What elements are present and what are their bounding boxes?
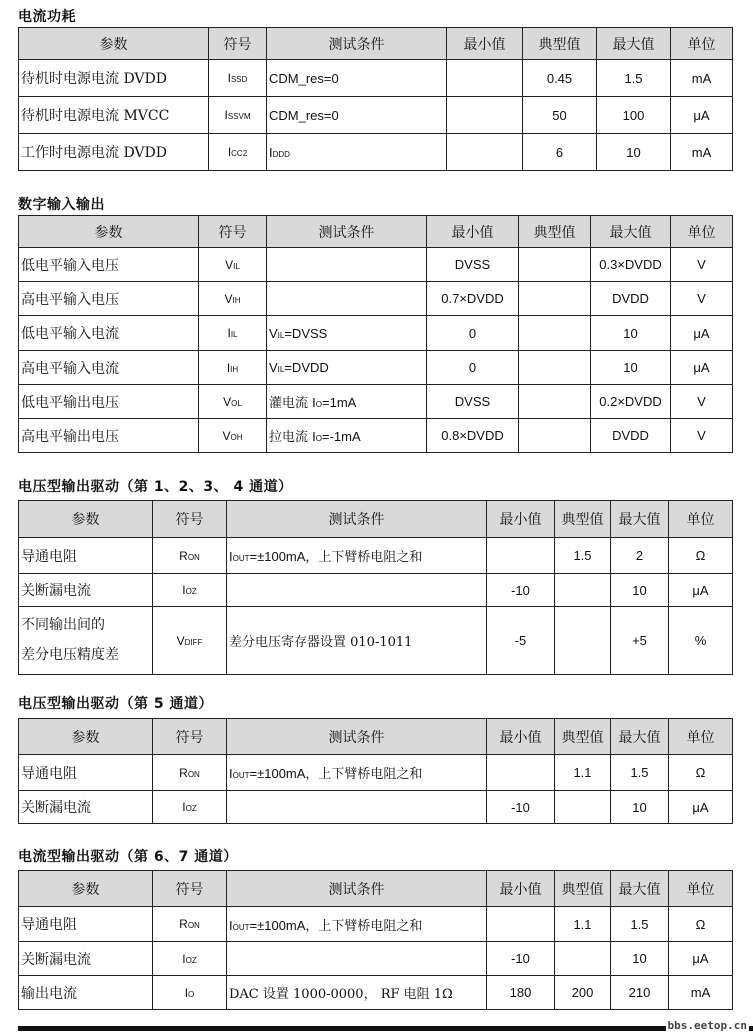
unit-cell: Ω (669, 755, 733, 791)
unit-cell: % (669, 607, 733, 675)
page-bottom-rule (18, 1026, 753, 1031)
cond-symbol: V (269, 325, 278, 341)
symbol-main: V (222, 428, 231, 443)
symbol-main: I (184, 985, 189, 1000)
col-header: 测试条件 (267, 216, 427, 248)
symbol-main: V (223, 394, 232, 409)
param-cell: 关断漏电流 (19, 574, 153, 607)
symbol-sub: OZ (185, 587, 197, 596)
table-row (19, 282, 733, 316)
unit-cell: μA (671, 97, 733, 134)
max-cell: 10 (611, 791, 669, 824)
cond-symbol: I (312, 429, 316, 444)
param-cell: 待机时电源电流 MVCC (19, 97, 209, 134)
min-cell: 0.7×DVDD (427, 282, 519, 316)
condition-cell (227, 791, 487, 824)
max-cell: 1.5 (611, 755, 669, 791)
symbol-sub: OL (231, 398, 242, 408)
symbol-cell (209, 134, 267, 171)
condition-cell (267, 351, 427, 385)
param-cell (19, 607, 153, 675)
table-row (19, 791, 733, 824)
param-cell: 导通电阻 (19, 538, 153, 574)
cond-symbol: I (229, 766, 233, 781)
unit-cell: V (671, 419, 733, 453)
typ-cell (519, 419, 591, 453)
cond-sub: DDD (272, 149, 290, 159)
unit-cell: Ω (669, 538, 733, 574)
col-header: 单位 (671, 216, 733, 248)
table-row (19, 385, 733, 419)
condition-cell (227, 574, 487, 607)
table-digital-io (18, 215, 733, 453)
symbol-cell (153, 942, 227, 976)
col-header: 最大值 (611, 719, 669, 755)
table-power (18, 27, 733, 171)
min-cell: DVSS (427, 248, 519, 282)
symbol-main: I (182, 583, 186, 597)
unit-cell: μA (669, 942, 733, 976)
symbol-main: R (179, 765, 188, 780)
typ-cell (555, 607, 611, 675)
unit-cell: mA (669, 976, 733, 1010)
max-cell: 10 (591, 316, 671, 351)
condition-cell (267, 134, 447, 171)
typ-cell (555, 574, 611, 607)
min-cell: -5 (487, 607, 555, 675)
col-header: 符号 (199, 216, 267, 248)
symbol-main: R (179, 917, 188, 931)
cond-symbol: I (269, 144, 273, 160)
unit-cell: μA (671, 316, 733, 351)
min-cell (447, 60, 523, 97)
cond-sub: OUT (232, 922, 250, 932)
table-row (19, 755, 733, 791)
table-row (19, 942, 733, 976)
max-cell: 10 (611, 942, 669, 976)
symbol-cell (199, 248, 267, 282)
max-cell: 0.3×DVDD (591, 248, 671, 282)
symbol-sub: OZ (185, 804, 197, 813)
symbol-sub: CC2 (231, 149, 248, 158)
table-row (19, 574, 733, 607)
symbol-cell (199, 419, 267, 453)
typ-cell: 6 (523, 134, 597, 171)
symbol-main: R (179, 548, 188, 563)
table-current-drive-6-7 (18, 870, 733, 1010)
symbol-sub: IL (233, 261, 240, 271)
min-cell: -10 (487, 791, 555, 824)
max-cell: 10 (597, 134, 671, 171)
symbol-sub: OH (230, 432, 243, 442)
cond-pre: 拉电流 (269, 430, 313, 445)
typ-cell (519, 282, 591, 316)
typ-cell: 1.1 (555, 755, 611, 791)
min-cell (487, 907, 555, 942)
symbol-main: I (226, 360, 231, 375)
table-row (19, 976, 733, 1010)
typ-cell (555, 942, 611, 976)
col-header: 最小值 (487, 501, 555, 538)
table-voltage-drive-1-4 (18, 500, 733, 675)
param-line-2: 差分电压精度差 (21, 646, 119, 663)
col-header: 典型值 (519, 216, 591, 248)
cond-sub: OUT (232, 771, 250, 780)
typ-cell: 1.5 (555, 538, 611, 574)
symbol-cell (199, 351, 267, 385)
cond-symbol: I (312, 395, 316, 410)
cond-post: =±100mA，上下臂桥电阻之和 (249, 766, 423, 781)
symbol-sub: IH (232, 295, 241, 305)
cond-post: =±100mA，上下臂桥电阻之和 (249, 917, 423, 933)
col-header: 单位 (669, 719, 733, 755)
symbol-main: I (182, 800, 186, 814)
condition-cell (227, 607, 487, 675)
section-title-voltage-drive-1-4: 电压型输出驱动（第 1、2、3、 4 通道） (18, 479, 293, 495)
symbol-sub: SSD (230, 75, 248, 84)
cond-symbol: V (269, 360, 278, 375)
col-header: 参数 (19, 216, 199, 248)
symbol-sub: DIFF (184, 637, 203, 647)
symbol-cell (153, 755, 227, 791)
col-header: 单位 (669, 501, 733, 538)
symbol-sub: ON (187, 921, 200, 930)
unit-cell: μA (669, 574, 733, 607)
symbol-main: I (227, 145, 232, 159)
typ-cell (519, 248, 591, 282)
col-header: 单位 (671, 28, 733, 60)
section-title-current-drive-6-7: 电流型输出驱动（第 6、7 通道） (18, 849, 238, 865)
watermark: bbs.eetop.cn (667, 1019, 747, 1032)
col-header: 典型值 (555, 719, 611, 755)
condition-cell (227, 976, 487, 1010)
param-cell: 低电平输入电压 (19, 248, 199, 282)
col-header: 符号 (153, 719, 227, 755)
symbol-main: V (224, 291, 233, 306)
col-header: 典型值 (523, 28, 597, 60)
col-header: 参数 (19, 501, 153, 538)
col-header: 参数 (19, 871, 153, 907)
param-cell: 低电平输出电压 (19, 385, 199, 419)
min-cell: DVSS (427, 385, 519, 419)
symbol-cell (153, 976, 227, 1010)
condition-cell (267, 282, 427, 316)
col-header: 测试条件 (267, 28, 447, 60)
symbol-sub: IH (230, 364, 239, 374)
table-voltage-drive-5 (18, 718, 733, 824)
col-header: 参数 (19, 719, 153, 755)
table-row (19, 607, 733, 675)
symbol-sub: ON (187, 552, 200, 562)
unit-cell: mA (671, 134, 733, 171)
max-cell: 1.5 (611, 907, 669, 942)
symbol-cell (199, 316, 267, 351)
col-header: 最大值 (591, 216, 671, 248)
min-cell: 0 (427, 316, 519, 351)
param-cell: 高电平输入电流 (19, 351, 199, 385)
symbol-sub: IL (230, 330, 238, 339)
symbol-main: I (224, 108, 228, 122)
max-cell: 10 (611, 574, 669, 607)
condition-cell (227, 942, 487, 976)
condition-cell: CDM_res=0 (267, 60, 447, 97)
table-row (19, 97, 733, 134)
cond-post: =DVDD (284, 360, 329, 375)
typ-cell (519, 316, 591, 351)
symbol-cell (209, 60, 267, 97)
symbol-cell (153, 607, 227, 675)
min-cell: 0.8×DVDD (427, 419, 519, 453)
col-header: 最小值 (487, 719, 555, 755)
col-header: 最大值 (611, 501, 669, 538)
symbol-main: I (227, 326, 231, 340)
symbol-cell (209, 97, 267, 134)
table-row (19, 60, 733, 97)
min-cell: 180 (487, 976, 555, 1010)
unit-cell: V (671, 385, 733, 419)
typ-cell: 50 (523, 97, 597, 134)
symbol-main: V (225, 257, 234, 272)
cond-sub: OUT (232, 554, 250, 563)
cond-symbol: I (229, 917, 233, 933)
param-cell: 导通电阻 (19, 907, 153, 942)
condition-cell (267, 385, 427, 419)
unit-cell: Ω (669, 907, 733, 942)
cond-post: DAC 设置 1000-0000， RF 电阻 1Ω (229, 987, 453, 1002)
param-cell: 关断漏电流 (19, 942, 153, 976)
param-cell: 关断漏电流 (19, 791, 153, 824)
symbol-sub: O (188, 989, 195, 999)
table-row (19, 316, 733, 351)
min-cell (487, 755, 555, 791)
min-cell (447, 134, 523, 171)
typ-cell: 0.45 (523, 60, 597, 97)
unit-cell: V (671, 282, 733, 316)
col-header: 最小值 (427, 216, 519, 248)
col-header: 最大值 (611, 871, 669, 907)
param-cell: 高电平输出电压 (19, 419, 199, 453)
section-title-digital-io: 数字输入输出 (18, 197, 105, 213)
cond-sub: O (315, 434, 322, 443)
col-header: 最小值 (487, 871, 555, 907)
param-cell: 工作时电源电流 DVDD (19, 134, 209, 171)
table-header-row (19, 719, 733, 755)
max-cell: DVDD (591, 282, 671, 316)
section-title-voltage-drive-5: 电压型输出驱动（第 5 通道） (18, 696, 213, 712)
typ-cell (519, 351, 591, 385)
cond-symbol: I (229, 549, 233, 564)
typ-cell (555, 791, 611, 824)
cond-sub: O (315, 400, 322, 409)
max-cell: +5 (611, 607, 669, 675)
col-header: 符号 (153, 501, 227, 538)
section-title-power: 电流功耗 (18, 9, 76, 25)
col-header: 典型值 (555, 501, 611, 538)
symbol-cell (153, 574, 227, 607)
symbol-main: V (176, 633, 185, 648)
unit-cell: V (671, 248, 733, 282)
table-header-row (19, 501, 733, 538)
min-cell (487, 538, 555, 574)
min-cell: -10 (487, 574, 555, 607)
cond-post: 差分电压寄存器设置 010-1011 (229, 635, 413, 650)
col-header: 测试条件 (227, 501, 487, 538)
table-row (19, 538, 733, 574)
condition-cell (227, 907, 487, 942)
param-cell: 导通电阻 (19, 755, 153, 791)
table-header-row (19, 216, 733, 248)
col-header: 符号 (153, 871, 227, 907)
min-cell: 0 (427, 351, 519, 385)
col-header: 参数 (19, 28, 209, 60)
max-cell: 10 (591, 351, 671, 385)
min-cell: -10 (487, 942, 555, 976)
unit-cell: mA (671, 60, 733, 97)
cond-sub: IL (277, 330, 285, 340)
col-header: 符号 (209, 28, 267, 60)
col-header: 典型值 (555, 871, 611, 907)
param-line-1: 不同输出间的 (21, 616, 105, 633)
col-header: 最大值 (597, 28, 671, 60)
table-row (19, 351, 733, 385)
max-cell: 210 (611, 976, 669, 1010)
max-cell: 2 (611, 538, 669, 574)
symbol-cell (153, 791, 227, 824)
param-cell: 高电平输入电压 (19, 282, 199, 316)
min-cell (447, 97, 523, 134)
cond-post: =1mA (322, 395, 357, 410)
cond-sub: IL (277, 365, 285, 374)
cond-post: =DVSS (284, 325, 328, 341)
max-cell: 100 (597, 97, 671, 134)
symbol-cell (153, 907, 227, 942)
cond-post: =±100mA，上下臂桥电阻之和 (249, 549, 423, 564)
col-header: 最小值 (447, 28, 523, 60)
max-cell: DVDD (591, 419, 671, 453)
param-cell: 待机时电源电流 DVDD (19, 60, 209, 97)
condition-cell (227, 538, 487, 574)
condition-cell (227, 755, 487, 791)
table-row (19, 248, 733, 282)
condition-cell (267, 248, 427, 282)
symbol-cell (199, 385, 267, 419)
param-cell: 输出电流 (19, 976, 153, 1010)
unit-cell: μA (669, 791, 733, 824)
unit-cell: μA (671, 351, 733, 385)
symbol-sub: SSVM (227, 112, 251, 121)
max-cell: 1.5 (597, 60, 671, 97)
symbol-sub: ON (187, 769, 200, 779)
typ-cell: 200 (555, 976, 611, 1010)
table-header-row (19, 28, 733, 60)
col-header: 测试条件 (227, 871, 487, 907)
symbol-sub: OZ (185, 955, 197, 965)
table-row (19, 907, 733, 942)
symbol-main: I (227, 71, 231, 85)
symbol-main: I (182, 951, 186, 966)
cond-pre: 灌电流 (269, 396, 313, 411)
condition-cell (267, 419, 427, 453)
col-header: 测试条件 (227, 719, 487, 755)
max-cell: 0.2×DVDD (591, 385, 671, 419)
col-header: 单位 (669, 871, 733, 907)
condition-cell (267, 316, 427, 351)
typ-cell (519, 385, 591, 419)
symbol-cell (153, 538, 227, 574)
symbol-cell (199, 282, 267, 316)
table-row (19, 134, 733, 171)
condition-cell: CDM_res=0 (267, 97, 447, 134)
typ-cell: 1.1 (555, 907, 611, 942)
cond-post: =-1mA (322, 429, 361, 444)
param-cell: 低电平输入电流 (19, 316, 199, 351)
table-header-row (19, 871, 733, 907)
table-row (19, 419, 733, 453)
